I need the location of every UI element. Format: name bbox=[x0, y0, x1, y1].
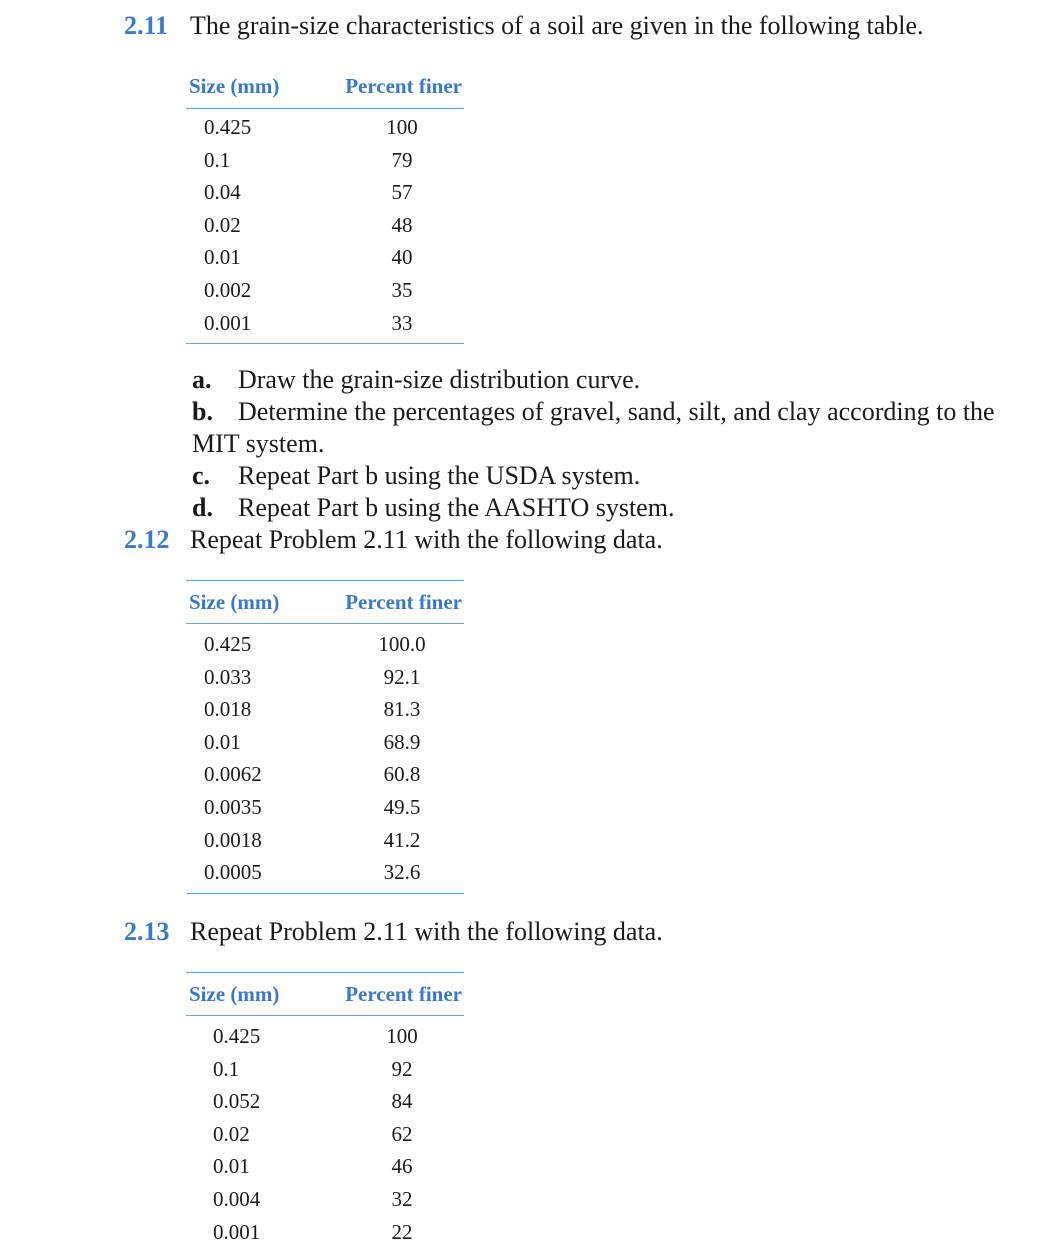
header-percent-finer: Percent finer bbox=[345, 74, 462, 98]
table-row bbox=[186, 1053, 464, 1086]
table-row bbox=[186, 1085, 464, 1118]
table-row bbox=[186, 1216, 464, 1249]
header-percent-finer: Percent finer bbox=[345, 590, 462, 614]
size-cell: 0.052 bbox=[213, 1089, 261, 1114]
size-cell: 0.425 bbox=[204, 115, 252, 139]
table-row bbox=[186, 1020, 464, 1053]
table-bottom-rule bbox=[186, 343, 464, 344]
problem-2-11-parts bbox=[192, 364, 995, 524]
percent-cell: 68.9 bbox=[383, 729, 421, 754]
percent-cell: 92.1 bbox=[383, 664, 421, 689]
table-row bbox=[186, 1183, 464, 1216]
size-cell: 0.0018 bbox=[204, 827, 262, 852]
size-cell: 0.002 bbox=[204, 277, 252, 302]
size-cell: 0.425 bbox=[213, 1024, 261, 1048]
part-d bbox=[192, 492, 995, 524]
table-row bbox=[186, 824, 464, 857]
percent-cell: 79 bbox=[391, 147, 413, 172]
size-cell: 0.001 bbox=[213, 1219, 261, 1244]
percent-cell: 60.8 bbox=[383, 762, 421, 787]
part-label: d. bbox=[192, 493, 213, 522]
percent-cell: 92 bbox=[391, 1056, 413, 1081]
table-row bbox=[186, 791, 464, 824]
table-header bbox=[186, 581, 464, 623]
table-row bbox=[186, 628, 464, 661]
table-row bbox=[186, 693, 464, 726]
size-cell: 0.02 bbox=[204, 212, 241, 237]
table-row bbox=[186, 661, 464, 694]
percent-cell: 33 bbox=[391, 310, 413, 335]
percent-cell: 57 bbox=[391, 180, 413, 205]
percent-cell: 41.2 bbox=[383, 827, 421, 852]
size-cell: 0.01 bbox=[213, 1154, 250, 1179]
part-b bbox=[192, 396, 995, 428]
problem-number: 2.12 bbox=[124, 525, 170, 554]
problem-2-12-heading bbox=[124, 524, 663, 556]
part-text: Determine the percentages of gravel, sand, silt, and clay according to the bbox=[238, 397, 995, 426]
part-text: Repeat Part b using the AASHTO system. bbox=[238, 493, 675, 522]
size-cell: 0.04 bbox=[204, 180, 241, 205]
header-size: Size (mm) bbox=[189, 74, 280, 98]
size-cell: 0.0062 bbox=[204, 762, 262, 787]
part-text: Repeat Part b using the USDA system. bbox=[238, 461, 641, 490]
percent-cell: 100.0 bbox=[378, 632, 426, 656]
part-c bbox=[192, 460, 995, 492]
size-cell: 0.033 bbox=[204, 664, 252, 689]
percent-cell: 48 bbox=[391, 212, 413, 237]
percent-cell: 100 bbox=[386, 1024, 418, 1048]
size-cell: 0.001 bbox=[204, 310, 252, 335]
part-label: b. bbox=[192, 397, 213, 426]
table-row bbox=[186, 726, 464, 759]
size-cell: 0.425 bbox=[204, 632, 252, 656]
grain-size-table-2-11 bbox=[186, 70, 464, 344]
table-row bbox=[186, 758, 464, 791]
size-cell: 0.004 bbox=[213, 1186, 261, 1211]
problem-2-11-heading bbox=[124, 10, 924, 42]
percent-cell: 100 bbox=[386, 115, 418, 139]
part-text: Draw the grain-size distribution curve. bbox=[238, 365, 641, 394]
table-header bbox=[186, 973, 464, 1015]
percent-cell: 49.5 bbox=[383, 794, 421, 819]
header-size: Size (mm) bbox=[189, 982, 280, 1006]
part-b-continuation: MIT system. bbox=[192, 429, 325, 458]
percent-cell: 35 bbox=[391, 277, 413, 302]
table-row bbox=[186, 144, 464, 177]
table-row bbox=[186, 1150, 464, 1183]
table-bottom-rule bbox=[186, 893, 464, 894]
percent-cell: 32 bbox=[391, 1186, 413, 1211]
table-row bbox=[186, 856, 464, 889]
grain-size-table-2-12 bbox=[186, 580, 464, 894]
problem-2-13-heading bbox=[124, 916, 663, 948]
part-label: c. bbox=[192, 461, 211, 490]
problem-number: 2.13 bbox=[124, 917, 170, 946]
problem-statement: The grain-size characteristics of a soil are given in the following table. bbox=[190, 11, 924, 40]
percent-cell: 84 bbox=[391, 1089, 413, 1114]
percent-cell: 62 bbox=[391, 1121, 413, 1146]
problem-statement: Repeat Problem 2.11 with the following data. bbox=[190, 917, 663, 946]
size-cell: 0.0005 bbox=[204, 860, 262, 885]
part-label: a. bbox=[192, 365, 212, 394]
size-cell: 0.01 bbox=[204, 729, 241, 754]
problem-number: 2.11 bbox=[124, 11, 169, 40]
percent-cell: 40 bbox=[391, 245, 413, 270]
table-header bbox=[186, 70, 464, 108]
grain-size-table-2-13 bbox=[186, 972, 464, 1248]
table-row bbox=[186, 1118, 464, 1151]
table-row bbox=[186, 111, 464, 144]
percent-cell: 22 bbox=[391, 1219, 413, 1244]
size-cell: 0.1 bbox=[204, 147, 231, 172]
table-row bbox=[186, 209, 464, 242]
header-size: Size (mm) bbox=[189, 590, 280, 614]
size-cell: 0.018 bbox=[204, 697, 252, 722]
percent-cell: 46 bbox=[391, 1154, 413, 1179]
table-row bbox=[186, 176, 464, 209]
table-row bbox=[186, 307, 464, 340]
table-row bbox=[186, 274, 464, 307]
problem-statement: Repeat Problem 2.11 with the following data. bbox=[190, 525, 663, 554]
size-cell: 0.1 bbox=[213, 1056, 240, 1081]
size-cell: 0.0035 bbox=[204, 794, 262, 819]
percent-cell: 32.6 bbox=[383, 860, 421, 885]
header-percent-finer: Percent finer bbox=[345, 982, 462, 1006]
size-cell: 0.02 bbox=[213, 1121, 250, 1146]
table-row bbox=[186, 241, 464, 274]
percent-cell: 81.3 bbox=[383, 697, 421, 722]
part-a bbox=[192, 364, 995, 396]
size-cell: 0.01 bbox=[204, 245, 241, 270]
